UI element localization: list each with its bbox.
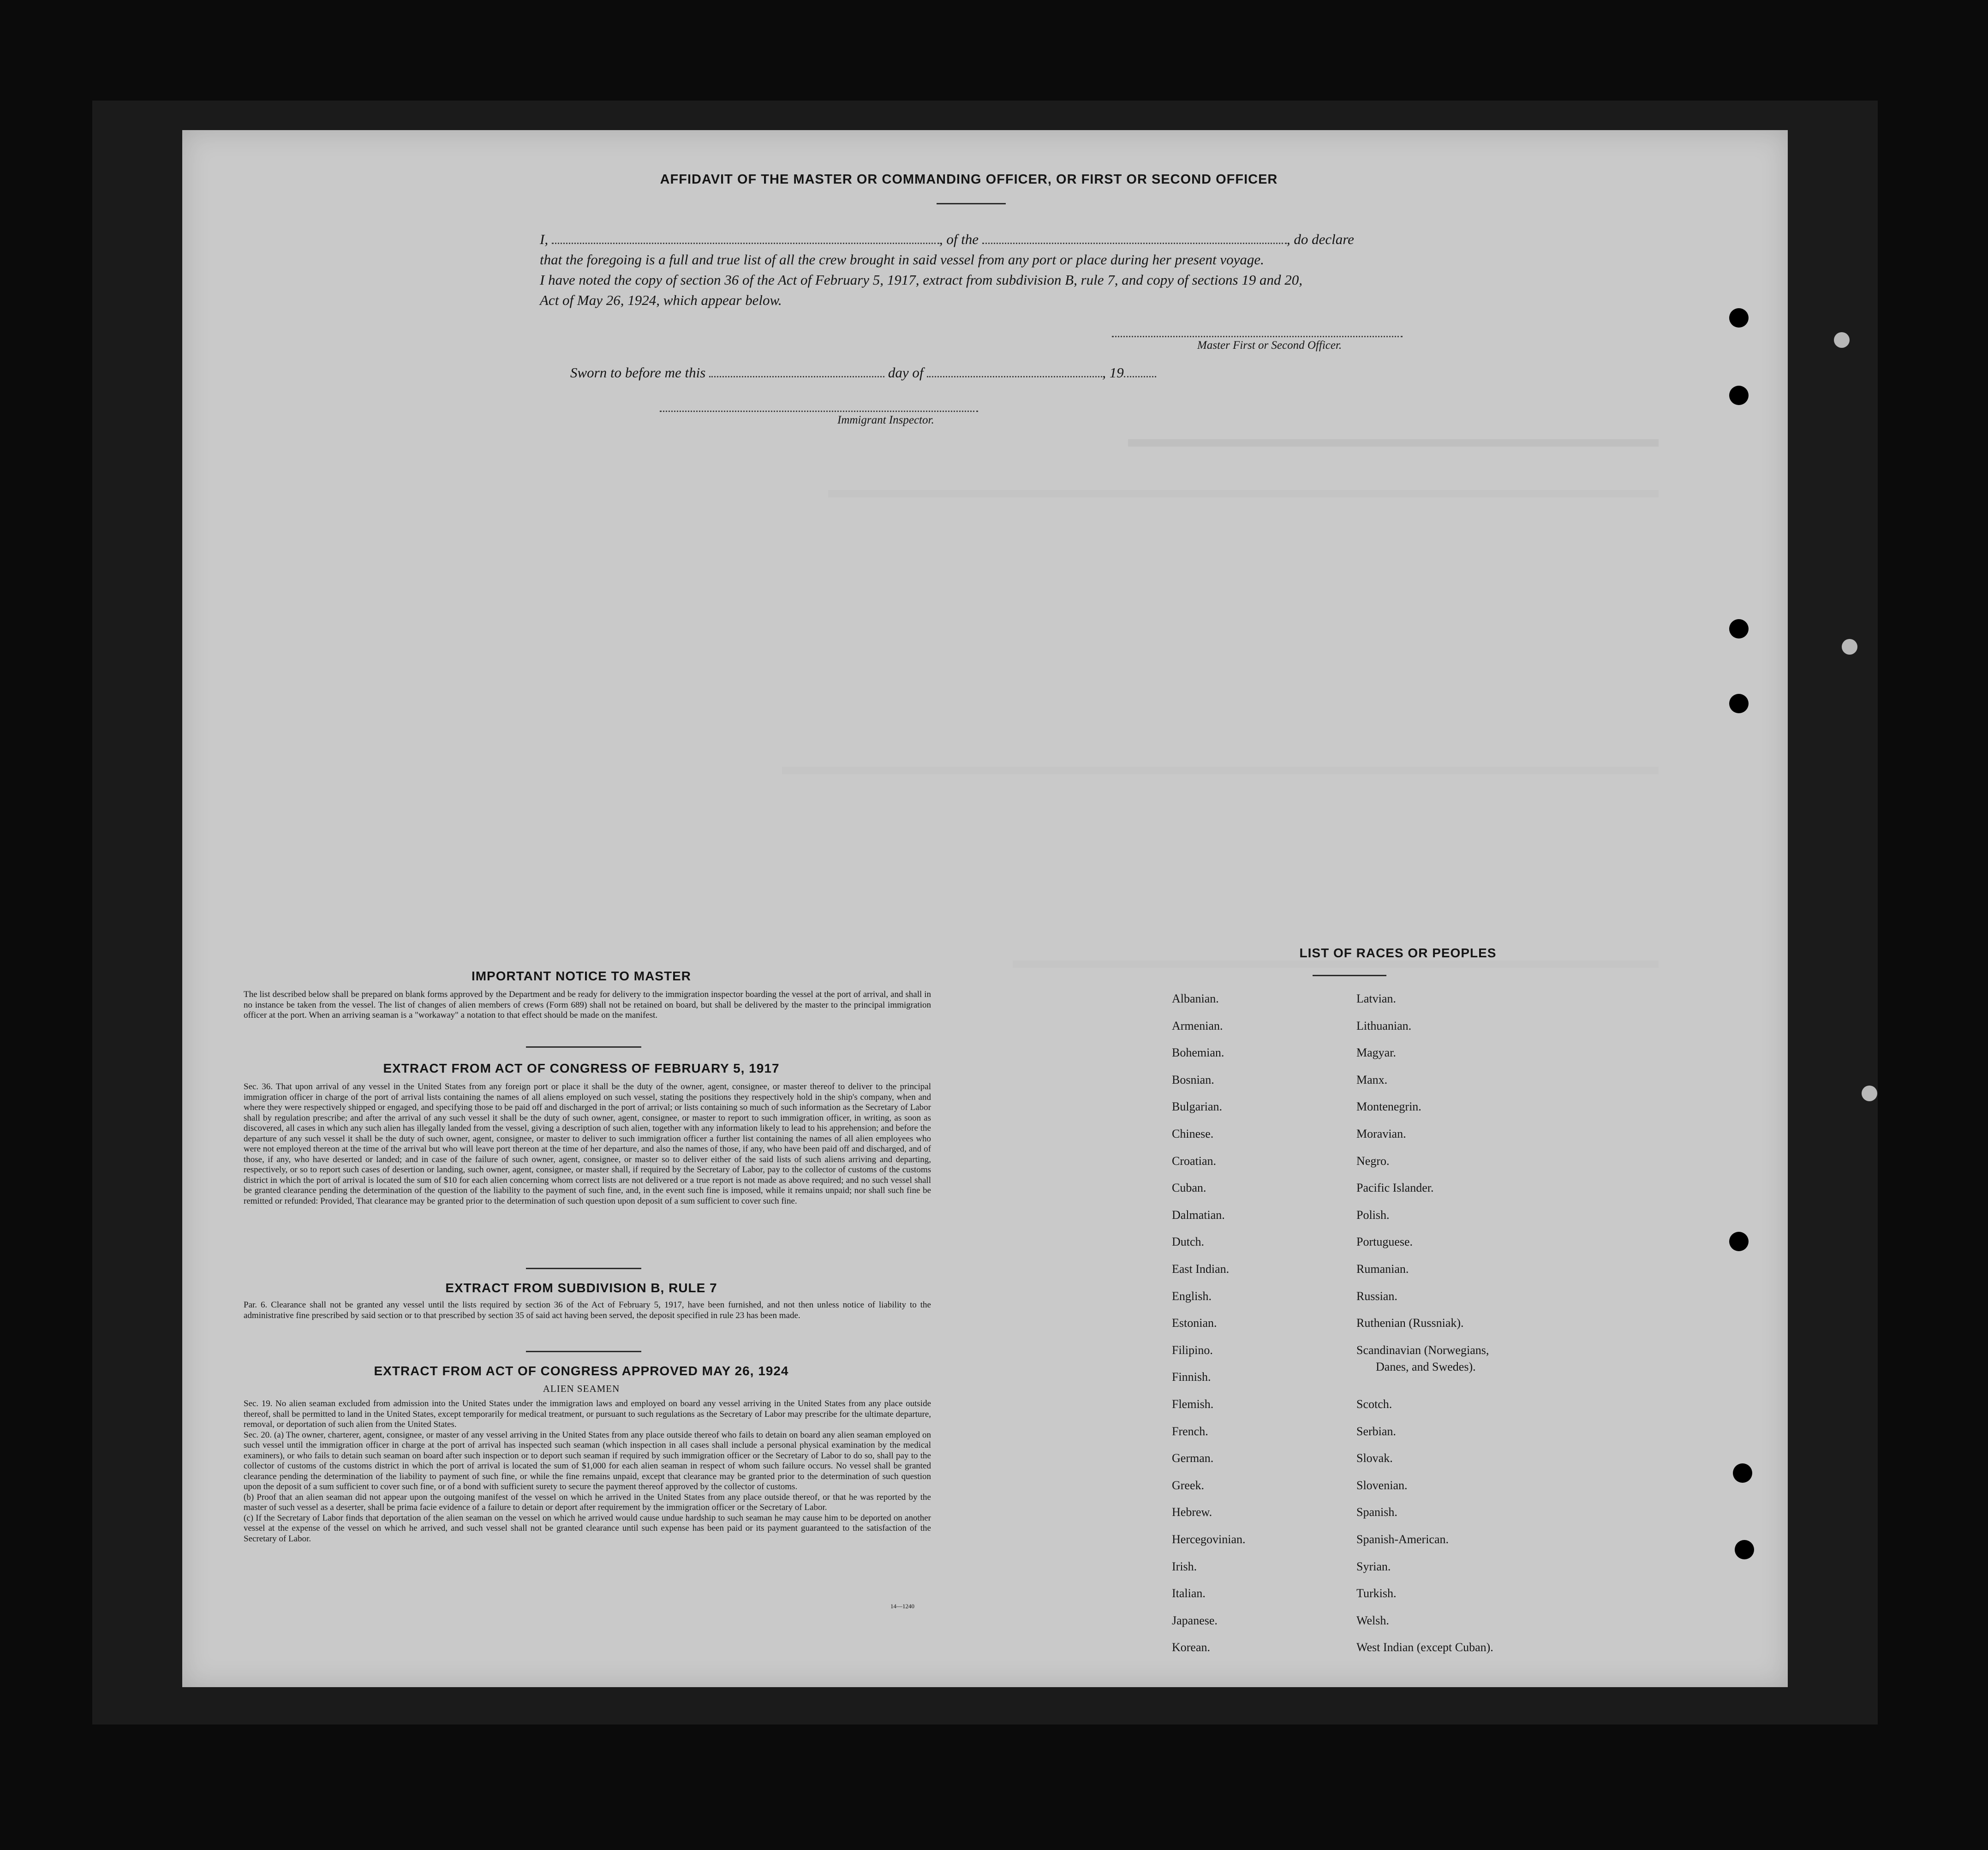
race-item: East Indian. <box>1172 1262 1230 1276</box>
extract-1917-body: Sec. 36. That upon arrival of any vessel in the United States from any foreign port or place it shall be the duty of the owner, agent, consignee, or master thereof to deliver to the principal immigration officer in charge of the port of arrival lists containing the names of all aliens employed on such vessel, stating the positions they respectively hold in the ship's company, when and where they were respectively shipped or engaged, and specifying those to be paid off and discharged in the port of arrival; or lists containing so much of such information as the Secretary of Labor shall by regulation prescribe; and after the arrival of any such vessel it shall be the duty of such owner, agent, consignee, or master to report to such immigration officer, in writing, as soon as discovered, all cases in which any such alien has illegally landed from the vessel, giving a description of such alien, together with any information likely to lead to his apprehension; and before the departure of any such vessel it shall be the duty of such owner, agent, consignee, or master to deliver to such immigration officer a further list containing the names of all alien employees who were not employed thereon at the time of the arrival but who will leave port thereon at the time of her departure, and also the names of those, if any, who have been paid off and discharged, and of those, if any, who have deserted or landed; and in case of the failure of such owner, agent, consignee, or master so to deliver either of the said lists of such aliens arriving and departing, respectively, or so to report such cases of desertion or landing, such owner, agent, consignee, or master shall, if required by the Secretary of Labor, pay to the collector of customs of the customs district in which the port of arrival is located the sum of $10 for each alien concerning whom correct lists are not delivered or a true report is not made as above required; and no such vessel shall be granted clearance pending the determination of the question of the liability to the payment of such fine, and, in the event such fine is imposed, while it remains unpaid; nor shall such fine be remitted or refunded: Provided, That clearance may be granted prior to the determination of such question upon deposit of a sum sufficient to cover such fine. <box>244 1082 931 1206</box>
race-item: Latvian. <box>1356 992 1396 1005</box>
race-item: Russian. <box>1356 1289 1397 1303</box>
declaration-line-2: that the foregoing is a full and true list of all the crew brought in said vessel from any port or place during her present voyage. <box>540 251 1264 268</box>
sworn-day-of: day of <box>888 364 924 381</box>
sec-20a-text: Sec. 20. (a) The owner, charterer, agent, consignee, or master of any vessel arriving in the United States from any place outside thereof who fails to detain on board any alien seaman employed on such vessel until the immigration officer in charge at the port of arrival has inspected such seaman (which inspection in all cases shall include a personal physical examination by the medical examiners), or who fails to detain such seaman on board after such inspection or to deport such seaman if required by such immigration officer or the Secretary of Labor to do so, shall pay to the collector of customs of the customs district in which the port of arrival is located the sum of $1,000 for each alien seaman in respect of whom such failure occurs. No vessel shall be granted clearance pending the determination of the liability to payment of such fine, or while the fine remains unpaid, except that clearance may be granted prior to the determination of such question upon the deposit of a sum sufficient to cover such fine, or of a bond with sufficient surety to secure the payment thereof approved by the collector of customs. <box>244 1430 931 1492</box>
declaration-line-3: I have noted the copy of section 36 of the Act of February 5, 1917, extract from subdivision B, rule 7, and copy of sections 19 and 20, <box>540 272 1303 288</box>
vessel-field[interactable] <box>982 233 1287 244</box>
race-item: Slovak. <box>1356 1451 1393 1465</box>
race-item: German. <box>1172 1451 1214 1465</box>
master-signature-label: Master First or Second Officer. <box>1197 339 1342 352</box>
declaration-prefix: I, <box>540 231 549 247</box>
punch-hole <box>1834 332 1850 348</box>
race-item: Spanish. <box>1356 1505 1397 1519</box>
declaration-line-4: Act of May 26, 1924, which appear below. <box>540 292 782 308</box>
alien-seamen-subheading: ALIEN SEAMEN <box>543 1383 620 1394</box>
race-item: Dutch. <box>1172 1235 1205 1249</box>
race-item: Montenegrin. <box>1356 1100 1421 1114</box>
race-item: Filipino. <box>1172 1343 1213 1357</box>
race-item: Lithuanian. <box>1356 1019 1412 1032</box>
sworn-day-field[interactable] <box>709 367 884 377</box>
race-item: Negro. <box>1356 1154 1390 1168</box>
sec-20b-text: (b) Proof that an alien seaman did not appear upon the outgoing manifest of the vessel on which he arrived in the United States from any place outside thereof, or that he was reported by the master of such vessel as a deserter, shall be prima facie evidence of a failure to detain or deport after requirement by the immigration officer or the Secretary of Labor. <box>244 1492 931 1512</box>
race-item: Greek. <box>1172 1478 1205 1492</box>
divider <box>526 1268 641 1269</box>
punch-hole <box>1842 639 1857 655</box>
race-item: Ruthenian (Russniak). <box>1356 1316 1464 1330</box>
race-item: Armenian. <box>1172 1019 1223 1032</box>
race-item: Scandinavian (Norwegians, <box>1356 1343 1489 1357</box>
race-item: Syrian. <box>1356 1559 1391 1573</box>
punch-hole <box>1729 308 1749 328</box>
race-item: Serbian. <box>1356 1424 1396 1438</box>
race-item: West Indian (except Cuban). <box>1356 1641 1493 1654</box>
bleed-through-row <box>782 767 1659 774</box>
race-item: Finnish. <box>1172 1370 1211 1384</box>
race-item: Estonian. <box>1172 1316 1217 1330</box>
punch-hole <box>1729 694 1749 713</box>
bleed-through-row <box>1128 439 1659 447</box>
punch-hole <box>1862 1086 1877 1101</box>
sworn-year-prefix: , 19 <box>1102 364 1124 381</box>
inspector-label: Immigrant Inspector. <box>837 414 934 426</box>
race-item: Rumanian. <box>1356 1262 1409 1276</box>
sec-20c-text: (c) If the Secretary of Labor finds that deportation of the alien seaman on the vessel on which he arrived would cause undue hardship to such seaman he may cause him to be deported on another vessel at the expense of the vessel on which he arrived, and such vessel shall not be granted clearance until such expense has been paid or its payment guaranteed to the satisfaction of the Secretary of Labor. <box>244 1513 931 1544</box>
extract-rule7-heading: EXTRACT FROM SUBDIVISION B, RULE 7 <box>445 1281 717 1295</box>
form-number: 14—1240 <box>890 1603 914 1610</box>
sworn-prefix: Sworn to before me this <box>570 364 706 381</box>
sworn-month-field[interactable] <box>927 367 1102 377</box>
extract-rule7-body: Par. 6. Clearance shall not be granted any vessel until the lists required by section 36 of the Act of February 5, 1917, have been furnished, and not then unless notice of liability to the administrative fine prescribed by said section or to that prescribed by section 35 of said act having been served, the deposit specified in rule 23 has been made. <box>244 1300 931 1320</box>
race-item: Italian. <box>1172 1587 1206 1600</box>
race-item: Irish. <box>1172 1559 1197 1573</box>
race-item: Cuban. <box>1172 1181 1206 1195</box>
race-item: Bohemian. <box>1172 1046 1224 1060</box>
punch-hole <box>1729 619 1749 639</box>
race-item: Manx. <box>1356 1073 1388 1086</box>
race-item: Japanese. <box>1172 1613 1218 1627</box>
race-item: Hebrew. <box>1172 1505 1212 1519</box>
punch-hole <box>1729 386 1749 405</box>
declaration-do-declare: , do declare <box>1286 231 1354 247</box>
sworn-year-field[interactable] <box>1124 367 1156 377</box>
race-item: Spanish-American. <box>1356 1533 1449 1546</box>
punch-hole <box>1735 1540 1754 1559</box>
race-item: Chinese. <box>1172 1127 1214 1140</box>
race-item: Bosnian. <box>1172 1073 1214 1086</box>
race-item: Korean. <box>1172 1641 1211 1654</box>
race-item: Slovenian. <box>1356 1478 1408 1492</box>
name-field[interactable] <box>552 233 939 244</box>
race-item: Welsh. <box>1356 1613 1389 1627</box>
extract-1917-heading: EXTRACT FROM ACT OF CONGRESS OF FEBRUARY 5, 1917 <box>383 1061 780 1075</box>
inspector-signature-line[interactable] <box>660 411 978 412</box>
affidavit-heading: AFFIDAVIT OF THE MASTER OR COMMANDING OFFICER, OR FIRST OR SECOND OFFICER <box>660 172 1278 187</box>
extract-1924-heading: EXTRACT FROM ACT OF CONGRESS APPROVED MAY 26, 1924 <box>374 1364 789 1378</box>
extract-1924-body <box>244 1399 931 1544</box>
declaration-of-the: , of the <box>939 231 979 247</box>
divider <box>526 1046 641 1048</box>
divider <box>526 1351 641 1352</box>
divider <box>937 203 1006 204</box>
race-item: Albanian. <box>1172 992 1219 1005</box>
race-item: Moravian. <box>1356 1127 1406 1140</box>
master-signature-line[interactable] <box>1112 336 1403 337</box>
races-heading: LIST OF RACES OR PEOPLES <box>1299 946 1497 960</box>
race-item: Turkish. <box>1356 1587 1397 1600</box>
race-item: Bulgarian. <box>1172 1100 1223 1114</box>
race-item: Portuguese. <box>1356 1235 1413 1249</box>
race-item: Danes, and Swedes). <box>1376 1360 1476 1373</box>
race-item: Flemish. <box>1172 1397 1214 1411</box>
race-item: Hercegovinian. <box>1172 1533 1246 1546</box>
punch-hole <box>1729 1232 1749 1251</box>
race-item: French. <box>1172 1424 1208 1438</box>
punch-hole <box>1733 1463 1752 1483</box>
sworn-line <box>570 364 1156 381</box>
bleed-through-row <box>828 490 1659 497</box>
race-item: Polish. <box>1356 1208 1390 1222</box>
race-item: Dalmatian. <box>1172 1208 1225 1222</box>
race-item: Magyar. <box>1356 1046 1396 1060</box>
race-item: Pacific Islander. <box>1356 1181 1434 1195</box>
important-notice-heading: IMPORTANT NOTICE TO MASTER <box>471 969 692 983</box>
race-item: English. <box>1172 1289 1212 1303</box>
sec-19-text: Sec. 19. No alien seaman excluded from admission into the United States under the immigration laws and employed on board any vessel arriving in the United States from any place outside thereof, shall be permitted to land in the United States, except temporarily for medical treatment, or pursuant to such regulations as the Secretary of Labor may prescribe for the ultimate departure, removal, or deportation of such alien from the United States. <box>244 1399 931 1429</box>
bleed-through-row <box>1013 961 1659 968</box>
divider <box>1313 975 1386 976</box>
important-notice-body: The list described below shall be prepared on blank forms approved by the Department and be ready for delivery to the immigration inspector boarding the vessel at the port of arrival, and shall in no instance be taken from the vessel. The list of changes of alien members of crews (Form 689) shall not be retained on board, but shall be delivered by the master to the principal immigration officer at the port. When an arriving seaman is a "workaway" a notation to that effect should be made on the manifest. <box>244 990 931 1020</box>
race-item: Croatian. <box>1172 1154 1217 1168</box>
affidavit-declaration <box>540 229 1416 310</box>
race-item: Scotch. <box>1356 1397 1392 1411</box>
